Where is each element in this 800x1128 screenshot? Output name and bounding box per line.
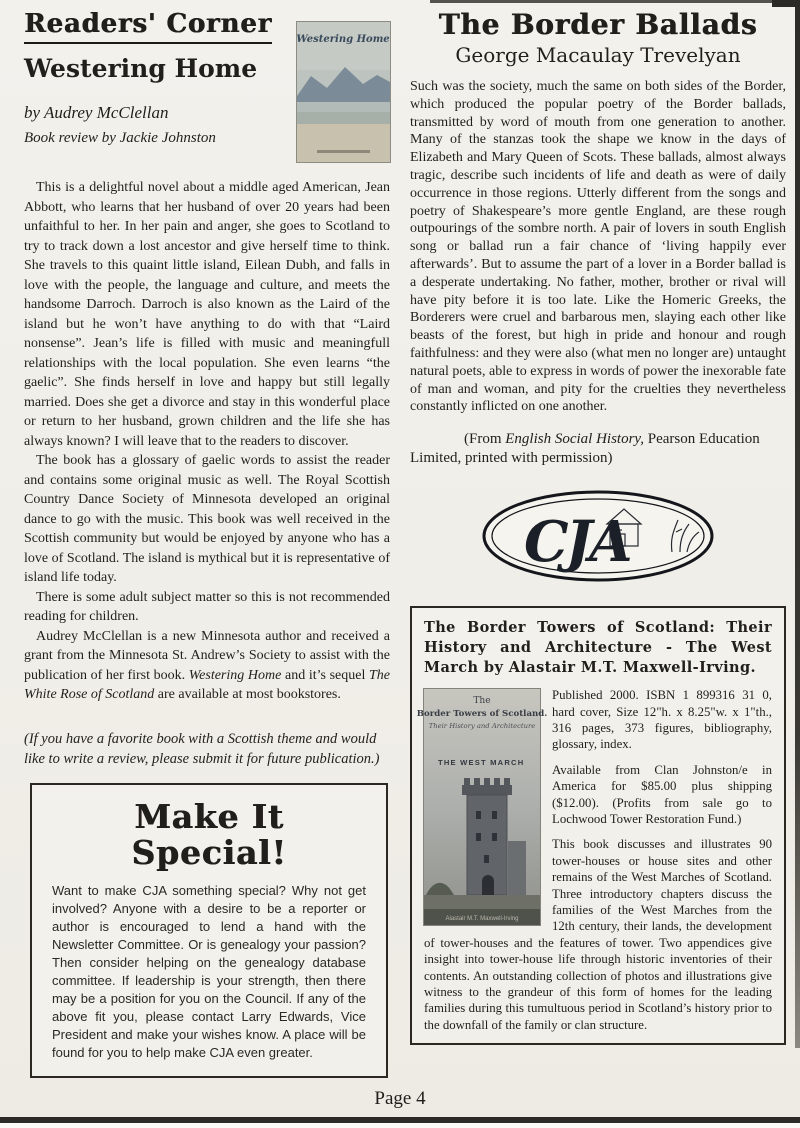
reviewed-book-title: Westering Home (24, 53, 258, 83)
make-it-special-body: Want to make CJA something special? Why not get involved? Anyone with a desire to be a reporter or author is encouraged to lend a hand with the Newsletter Committee. Or is genealogy your passion? Then consider helping on the genealogy database committee. If leadership is your strength, then there may be a position for you on the Council. If any of the above fit you, please contact Larry Edwards, Vice President and make your wishes know. A place will be found for you to help make CJA even greater. (52, 882, 366, 1060)
border-towers-cover-art (416, 689, 548, 925)
cover-title-text: Westering Home (296, 34, 390, 45)
submission-note: (If you have a favorite book with a Scottish theme and would like to write a review, please submit it for future publication.) (24, 730, 380, 767)
readers-corner-header (24, 10, 390, 168)
cja-letters: CJA (524, 509, 630, 576)
source-credit (410, 430, 786, 468)
cover-author-line: Alastair M.T. Maxwell-Irving (445, 916, 519, 923)
cover-march-label: THE WEST MARCH (438, 758, 525, 768)
make-it-special-title: Make It Special! (131, 796, 287, 872)
paragraph: Such was the society, much the same on both sides of the Border, which produced the popular poetry of the Border ballads, transmitted by word of mouth from one generation to another. Many of the stanzas took the shape we know in the days of Elizabeth and Mary Queen of Scots. These ballads, almost always tragic, describe such incidents of life and death as were of daily occurrence in those regions. Utterly different from the songs and poetry of Shakespeare’s more gentle England, are these rough outpourings of the sombre north. A pair of lovers in south English song or ballad run a fair chance of ‘living happily ever afterwards’. But to assume the part of a lover in a Border ballad is a desperate undertaking. No father, mother, brother or rival will have pity before it is too late. Like the Homeric Greeks, the Borderers were cruel and barbarous men, slaying each other like beasts of the forest, but high in pride and honour and rough faithfulness: and they were also (what men no longer are) untaught natural poets, able to express in words of power the inexorable fate of man and woman, and pity for the cruelties they nevertheless constantly inflicted on one another. (410, 79, 786, 415)
cover-top-title: The (473, 696, 491, 707)
border-ballads-author: George Macaulay Trevelyan (455, 43, 741, 67)
border-towers-cover-image (416, 689, 548, 925)
cja-logo (480, 488, 716, 584)
paragraph: Published 2000. ISBN 1 899316 31 0, hard cover, Size 12"h. x 8.25"w. x 1"th., 316 pages, 373 figures, bibliography, glossary, index. (552, 688, 772, 752)
right-column (410, 8, 786, 1045)
cover-subtitle: Their History and Architecture (428, 722, 536, 731)
paragraph: This book discusses and illustrates 90 tower-houses or house sites and other remains of the West Marches of Scotland. Three introductory chapters discuss the families of the West Marches from the 12th century, their lands, the development of tower-houses and the features of tower. Two appendices give insight into tower-house life through historic inventories of their contents. An outstanding collection of photos and illustrations give witness to the grandeur of this form of homes for the leading families during this tumultuous period in Scotland’s history prior to the downfall of the family or clan structure. (424, 837, 772, 1032)
westering-home-cover-art (297, 22, 390, 162)
author-byline: by Audrey McClellan (24, 102, 169, 122)
westering-home-cover-image (297, 22, 390, 162)
paragraph: The book has a glossary of gaelic words to assist the reader and contains some original music as well. The Royal Scottish Country Dance Society of Minnesota developed an original dance to go with the music. This book was well received in the Scottish community but would be enjoyed by anyone who has a love of Scotland. The island is mythical but it is representative of island life today. (24, 453, 390, 585)
border-ballads-title: The Border Ballads (438, 8, 758, 41)
page-number: Page 4 (374, 1088, 426, 1109)
scan-edge-corner (772, 0, 800, 7)
cja-logo-art (480, 488, 716, 584)
paragraph: There is some adult subject matter so this is not recommended reading for children. (24, 589, 390, 624)
paragraph: Available from Clan Johnston/e in America for $85.00 plus shipping ($12.00). (Profits from sale go to Lochwood Tower Restoration Fund.) (552, 762, 772, 826)
reviewer-byline: Book review by Jackie Johnston (24, 129, 216, 146)
border-ballads-text (410, 78, 786, 416)
cover-title: Border Towers of Scotland. (416, 709, 548, 720)
paragraph: Audrey McClellan is a new Minnesota author and received a grant from the Minnesota St. Andrew’s Society to assist with the publication of her first book. Westering Home and it’s sequel The White Rose of Scotland are available at most bookstores. (24, 628, 390, 702)
scan-edge-bottom (0, 1123, 800, 1128)
border-towers-heading: The Border Towers of Scotland: Their History and Architecture - The West March by Alastair M.T. Maxwell-Irving. (424, 619, 772, 677)
paragraph: (From English Social History, Pearson Education Limited, printed with permission) (410, 431, 760, 467)
left-column (24, 10, 390, 1078)
make-it-special-box (30, 783, 388, 1078)
scan-edge-right (795, 0, 800, 1048)
section-title: Readers' Corner (24, 10, 272, 44)
scan-edge-top (430, 0, 800, 3)
border-towers-box (410, 606, 786, 1045)
paragraph: This is a delightful novel about a middle aged American, Jean Abbott, who learns that her husband of over 20 years had been unfaithful to her. In her pain and anger, she goes to Scotland to try to track down a lost ancestor and give herself time to think. She travels to this quaint little island, Eilean Dubh, and falls in love with the people, the language and culture, and meets the handsome Darroch. Darroch is also known as the Laird of the island but he won’t have anything to do with that “Laird nonsense”. Jean’s life is filled with music and meaningfull relationships with the local population. She even learns “the gaelic”. She finds herself in love and happy but still legally married. Does she get a divorce and stay in this wonderful place or return to her husband, grown children and the life she has always known? I will leave that to the readers to discover. (24, 180, 390, 449)
border-towers-content (416, 687, 772, 1033)
book-review-text (24, 178, 390, 705)
